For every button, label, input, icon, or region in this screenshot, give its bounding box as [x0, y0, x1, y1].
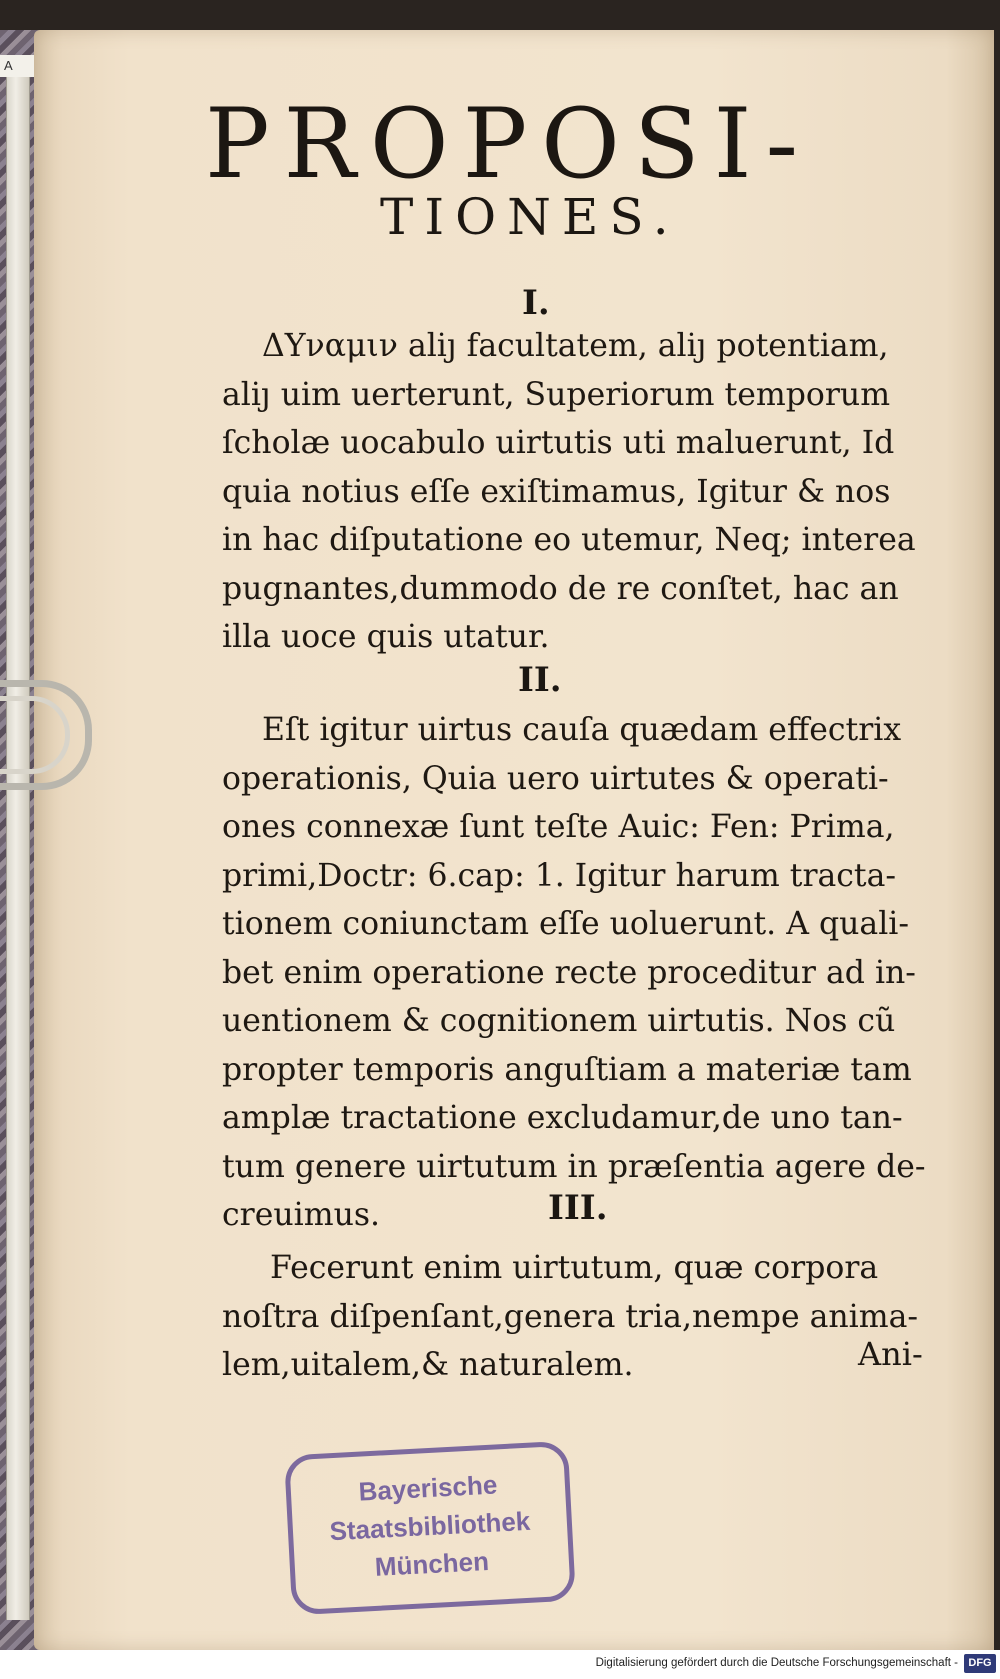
section-number-1: I.	[522, 283, 550, 323]
text-line: tionem coniunctam eſſe uoluerunt. A quali-	[222, 906, 909, 942]
dfg-logo: DFG	[964, 1654, 996, 1673]
text-line: Fecerunt enim uirtutum, quæ corpora	[270, 1250, 879, 1286]
text-line: propter temporis anguſtiam a materiæ tam	[222, 1051, 912, 1088]
section-number-2: II.	[518, 660, 562, 700]
stamp-line3: München	[374, 1545, 490, 1582]
text-line: amplæ tractatione excludamur,de uno tan-	[222, 1100, 903, 1136]
text-line: ſcholæ uocabulo uirtutis uti maluerunt, Id	[222, 425, 895, 461]
text-line: uentionem & cognitionem uirtutis. Nos cũ	[222, 1003, 896, 1039]
section-text-2	[222, 706, 926, 1240]
stamp-line1: Bayerische	[357, 1469, 498, 1507]
text-line: noſtra diſpenſant,genera tria,nempe anima-	[222, 1298, 919, 1335]
text-line: pugnantes,dummodo de re conſtet, hac an	[222, 570, 899, 607]
text-line: lem,uitalem,& naturalem.	[222, 1347, 634, 1383]
text-line: illa uoce quis utatur.	[222, 619, 550, 655]
text-line: bet enim operatione recte proceditur ad in-	[222, 954, 916, 991]
page-title-line2: TIONES.	[380, 188, 680, 246]
side-label: A	[0, 55, 36, 77]
text-line: primi,Doctr: 6.cap: 1. Igitur harum tracta-	[222, 857, 897, 894]
section-text-3	[222, 1244, 919, 1390]
section-number-3: III.	[548, 1188, 608, 1228]
section-text-1	[222, 322, 916, 662]
text-line: Eſt igitur uirtus cauſa quædam effectrix	[262, 712, 902, 748]
footer-bar	[0, 1650, 1000, 1679]
stamp-line2: Staatsbibliothek	[328, 1505, 531, 1547]
page-title-line1: PROPOSI-	[205, 88, 812, 200]
text-line: ΔΥναμιν aliȷ facultatem, aliȷ potentiam,	[262, 328, 889, 364]
text-line: ones connexæ ſunt teſte Auic: Fen: Prima,	[222, 809, 895, 845]
library-stamp	[284, 1441, 576, 1616]
catchword: Ani-	[858, 1335, 923, 1373]
text-line: tum genere uirtutum in præſentia agere de-	[222, 1148, 926, 1185]
text-line: in hac diſputatione eo utemur, Neq; interea	[222, 522, 916, 558]
text-line: quia notius eſſe exiſtimamus, Igitur & nos	[222, 473, 891, 510]
text-line: operationis, Quia uero uirtutes & operati-	[222, 760, 889, 797]
binding-strip	[6, 60, 30, 1620]
text-line: aliȷ uim uerterunt, Superiorum temporum	[222, 376, 891, 413]
text-line: creuimus.	[222, 1197, 381, 1233]
footer-credit: Digitalisierung gefördert durch die Deutsche Forschungsgemeinschaft -	[595, 1657, 958, 1669]
